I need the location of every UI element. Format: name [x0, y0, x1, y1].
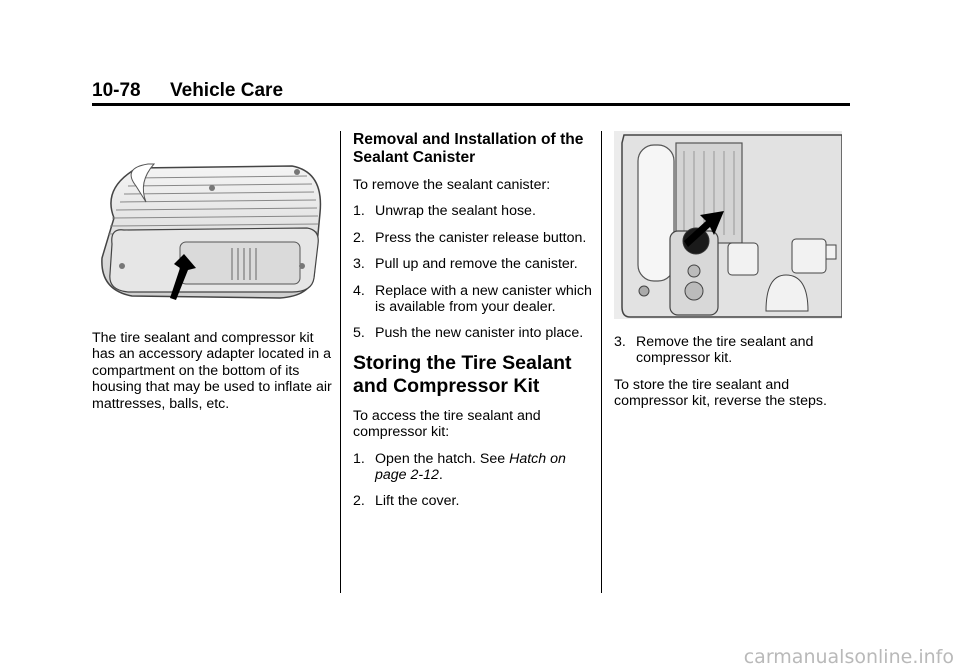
- list-item: 3. Pull up and remove the canister.: [353, 256, 578, 273]
- list-item: 5. Push the new canister into place.: [353, 325, 584, 342]
- column-1: [92, 330, 332, 422]
- cargo-storage-illustration-icon: [614, 131, 842, 319]
- intro-access: To access the tire sealant and compressor kit:: [353, 407, 541, 441]
- hatch-page-reference-link[interactable]: Hatch on page 2-12: [375, 450, 566, 484]
- column-3: [614, 334, 846, 420]
- list-item: 1. Open the hatch. See Hatch on page 2-12.: [353, 450, 566, 484]
- remove-kit-steps-list: [614, 334, 846, 367]
- remove-steps-list: [353, 203, 593, 341]
- heading-removal: Removal and Installation of the Sealant Canister: [353, 131, 584, 166]
- compressor-kit-illustration-icon: [92, 158, 332, 308]
- page-number: 10-78: [92, 80, 141, 101]
- watermark: carmanualsonline.info: [743, 646, 954, 668]
- page-title: Vehicle Care: [170, 80, 284, 101]
- intro-remove: To remove the sealant canister:: [353, 177, 551, 193]
- heading-storing: Storing the Tire Sealant and Compressor Kit: [353, 351, 572, 397]
- list-item: 2. Lift the cover.: [353, 493, 460, 510]
- list-item: 3. Remove the tire sealant and compressor kit.: [614, 334, 814, 367]
- list-item: 4. Replace with a new canister which is available from your dealer.: [353, 282, 592, 316]
- list-item: 1. Unwrap the sealant hose.: [353, 203, 536, 220]
- store-paragraph: To store the tire sealant and compressor kit, reverse the steps.: [614, 376, 827, 410]
- access-steps-list: [353, 451, 593, 510]
- column-divider-2: [601, 131, 602, 593]
- list-item: 2. Press the canister release button.: [353, 229, 587, 246]
- adapter-paragraph: The tire sealant and compressor kit has an accessory adapter located in a compartment on the bottom of its housing that may be used to inflate air mattresses, balls, etc.: [92, 330, 332, 412]
- header-rule: [92, 103, 850, 106]
- column-2: [353, 131, 593, 520]
- column-divider-1: [340, 131, 341, 593]
